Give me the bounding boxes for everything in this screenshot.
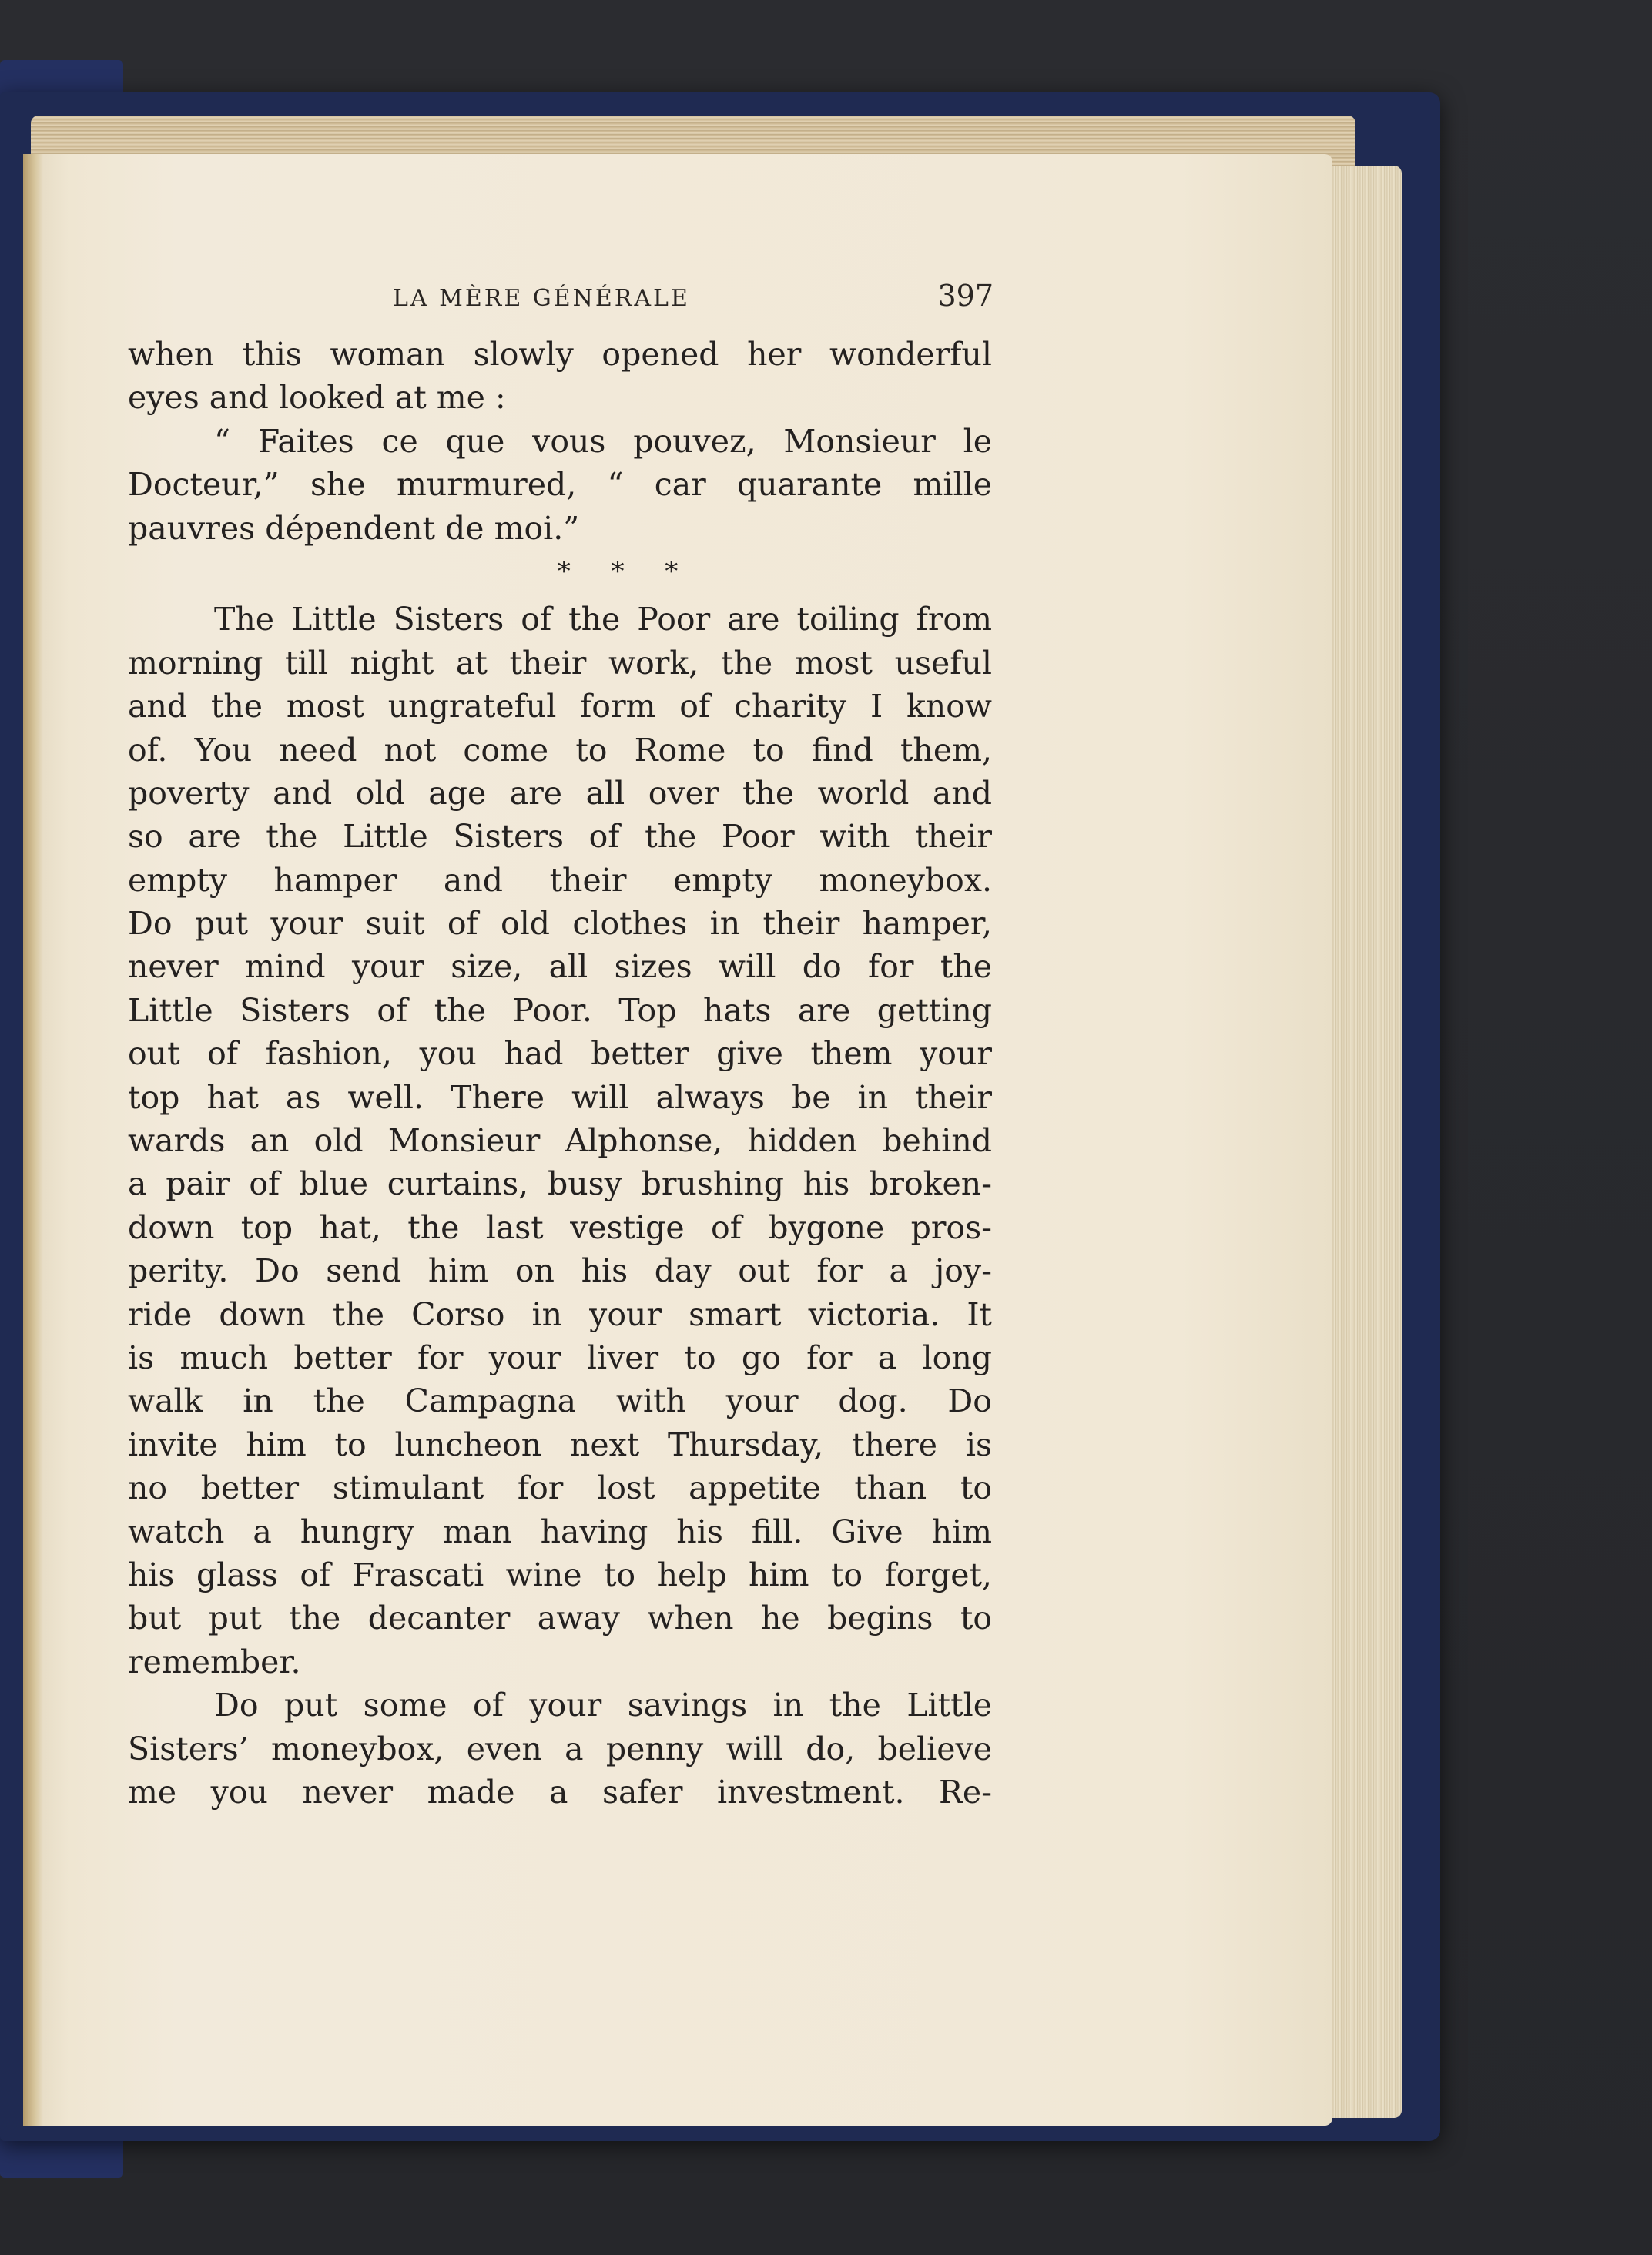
paragraph-2 bbox=[128, 420, 992, 550]
text-line: me you never made a safer investment. Re- bbox=[128, 1773, 992, 1811]
text-line: remember. bbox=[128, 1643, 301, 1680]
text-line: poverty and old age are all over the world and bbox=[128, 774, 992, 812]
text-line: his glass of Frascati wine to help him to forget, bbox=[128, 1556, 992, 1593]
running-title: LA MÈRE GÉNÉRALE bbox=[393, 285, 690, 312]
text-line: out of fashion, you had better give them your bbox=[128, 1035, 992, 1073]
book-page bbox=[23, 154, 1332, 2126]
text-line: of. You need not come to Rome to find them, bbox=[128, 731, 992, 769]
text-line: Little Sisters of the Poor. Top hats are getting bbox=[128, 991, 992, 1029]
text-line: top hat as well. There will always be in their bbox=[128, 1078, 992, 1116]
text-line: down top hat, the last vestige of bygone pros- bbox=[128, 1208, 992, 1246]
section-break: * * * bbox=[557, 555, 679, 587]
text-line: no better stimulant for lost appetite than to bbox=[128, 1469, 992, 1507]
text-line: wards an old Monsieur Alphonse, hidden behind bbox=[128, 1122, 992, 1160]
text-line: and the most ungrateful form of charity I know bbox=[128, 688, 992, 725]
running-head bbox=[123, 277, 994, 323]
text-line: morning till night at their work, the most useful bbox=[128, 644, 992, 682]
text-line: never mind your size, all sizes will do for the bbox=[128, 948, 992, 986]
page-gutter bbox=[23, 154, 43, 2126]
text-line: a pair of blue curtains, busy brushing his broken- bbox=[128, 1165, 992, 1203]
text-line: pauvres dépendent de moi.” bbox=[128, 509, 580, 547]
text-line: so are the Little Sisters of the Poor with their bbox=[128, 818, 992, 856]
text-line: ride down the Corso in your smart victoria. It bbox=[128, 1295, 992, 1333]
text-line: but put the decanter away when he begins to bbox=[128, 1600, 992, 1637]
paragraph-1 bbox=[128, 333, 992, 420]
text-line: when this woman slowly opened her wonderful bbox=[128, 336, 992, 373]
text-line: eyes and looked at me : bbox=[128, 379, 506, 417]
text-line: walk in the Campagna with your dog. Do bbox=[128, 1382, 992, 1420]
text-line: Docteur,” she murmured, “ car quarante mille bbox=[128, 466, 992, 504]
text-line: perity. Do send him on his day out for a joy- bbox=[128, 1252, 992, 1290]
text-line: Do put some of your savings in the Little bbox=[214, 1687, 992, 1724]
text-line: invite him to luncheon next Thursday, there is bbox=[128, 1426, 992, 1463]
text-line: Sisters’ moneybox, even a penny will do, believe bbox=[128, 1730, 992, 1767]
paragraph-4 bbox=[128, 1684, 992, 1814]
text-line: Do put your suit of old clothes in their hamper, bbox=[128, 905, 992, 943]
page-number: 397 bbox=[937, 279, 994, 313]
body-text bbox=[128, 333, 992, 1814]
text-line: The Little Sisters of the Poor are toiling from bbox=[214, 601, 992, 638]
paragraph-3 bbox=[128, 598, 992, 1684]
text-line: watch a hungry man having his fill. Give him bbox=[128, 1513, 992, 1550]
text-line: “ Faites ce que vous pouvez, Monsieur le bbox=[214, 422, 992, 460]
text-line: empty hamper and their empty moneybox. bbox=[128, 861, 992, 899]
text-line: is much better for your liver to go for a long bbox=[128, 1339, 992, 1376]
